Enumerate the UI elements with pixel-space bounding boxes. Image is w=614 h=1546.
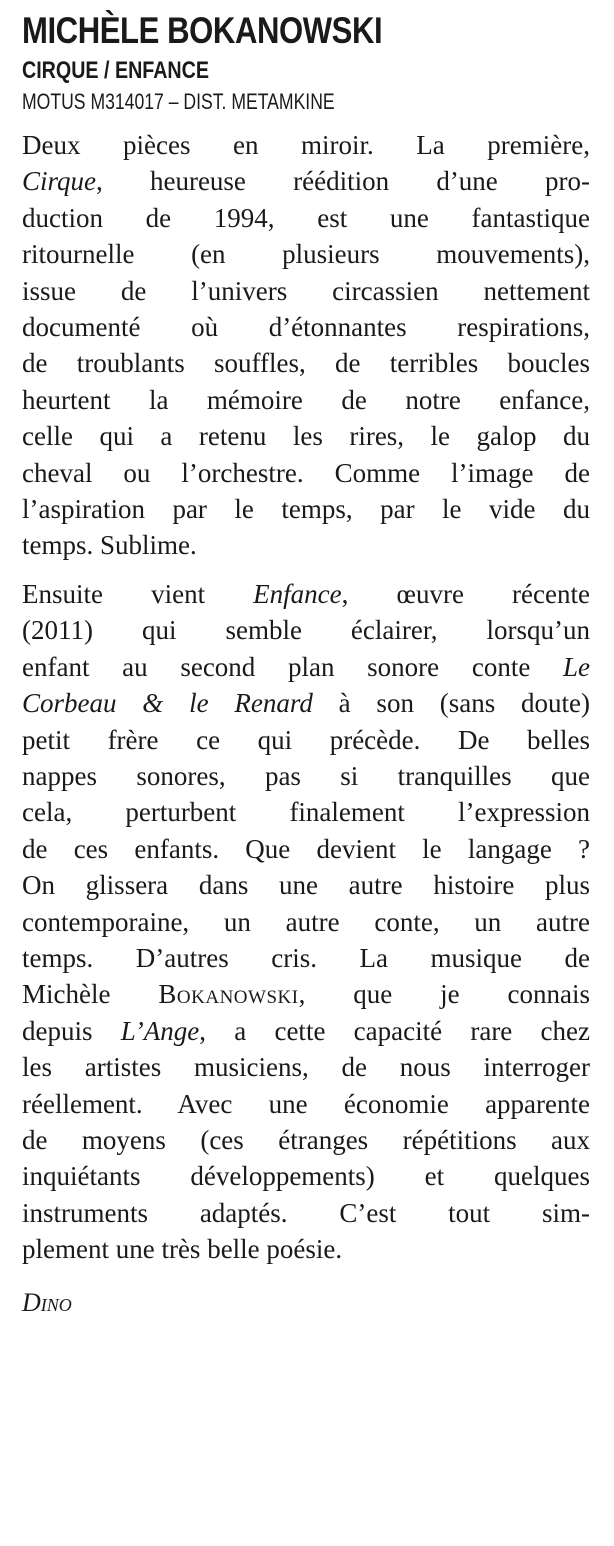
text-line <box>22 1086 590 1122</box>
text-line <box>22 273 590 309</box>
text-line <box>22 163 590 199</box>
text-run: de ces enfants. Que devient le langage ? <box>22 833 590 864</box>
text-run: contemporaine, un autre conte, un autre <box>22 906 590 937</box>
text-run: , a cette capacité rare chez <box>199 1015 590 1046</box>
text-line <box>22 649 590 685</box>
text-run: documenté où d’étonnantes respirations, <box>22 312 590 343</box>
text-line <box>22 1122 590 1158</box>
text-line <box>22 1158 590 1194</box>
text-run: temps. Sublime. <box>22 530 197 561</box>
text-run: celle qui a retenu les rires, le galop du <box>22 421 590 452</box>
text-line <box>22 1049 590 1085</box>
text-run: inquiétants développements) et quelques <box>22 1161 590 1192</box>
text-run: cheval ou l’orchestre. Comme l’image de <box>22 457 590 488</box>
album-title: CIRQUE / ENFANCE <box>22 57 209 84</box>
text-run: depuis <box>22 1015 121 1046</box>
text-run: cela, perturbent finalement l’expression <box>22 797 590 828</box>
text-line <box>22 1231 590 1267</box>
italic-title: Enfance <box>253 578 342 609</box>
italic-title: Cirque <box>22 166 96 197</box>
text-run: nappes sonores, pas si tranquilles que <box>22 760 590 791</box>
text-run: plement une très belle poésie. <box>22 1234 343 1265</box>
text-line <box>22 1195 590 1231</box>
text-line <box>22 612 590 648</box>
artist-name: MICHÈLE BOKANOWSKI <box>22 10 383 51</box>
text-line <box>22 831 590 867</box>
text-run: (2011) qui semble éclairer, lorsqu’un <box>22 615 590 646</box>
text-run: à son (sans doute) <box>312 688 590 719</box>
text-run: issue de l’univers circassien nettement <box>22 275 590 306</box>
paragraph-2 <box>22 576 590 1268</box>
text-line <box>22 1013 590 1049</box>
text-run: heurtent la mémoire de notre enfance, <box>22 384 590 415</box>
small-caps-name: Bokanowski <box>158 979 299 1010</box>
text-line <box>22 758 590 794</box>
text-line <box>22 200 590 236</box>
text-line <box>22 904 590 940</box>
text-run: , que je connais <box>298 979 591 1010</box>
text-run: Deux pièces en miroir. La première, <box>22 130 590 160</box>
text-run: ritournelle (en plusieurs mouvements), <box>22 239 590 270</box>
text-run: les artistes musiciens, de nous interroger <box>22 1052 590 1083</box>
text-line <box>22 940 590 976</box>
italic-title: Corbeau & le Renard <box>22 688 313 719</box>
text-run: de troublants souffles, de terribles boucles <box>22 348 590 379</box>
text-run: , œuvre récente <box>341 578 590 609</box>
text-line <box>22 418 590 454</box>
author-signature: Dino <box>22 1287 72 1317</box>
paragraph-1 <box>22 127 590 564</box>
text-run: Ensuite vient <box>22 578 254 609</box>
text-line <box>22 455 590 491</box>
text-line <box>22 527 590 563</box>
text-line <box>22 722 590 758</box>
text-line <box>22 309 590 345</box>
text-run: Michèle <box>22 979 159 1010</box>
text-line <box>22 976 590 1012</box>
text-run: On glissera dans une autre histoire plus <box>22 870 590 901</box>
text-run: duction de 1994, est une fantastique <box>22 202 590 233</box>
text-line <box>22 236 590 272</box>
review-body <box>22 127 590 1268</box>
text-run: réellement. Avec une économie apparente <box>22 1088 590 1119</box>
italic-title: Le <box>563 651 590 682</box>
text-line <box>22 382 590 418</box>
text-run: instruments adaptés. C’est tout sim- <box>22 1197 590 1228</box>
review-article <box>22 8 590 1320</box>
text-line <box>22 576 590 612</box>
text-run: enfant au second plan sonore conte <box>22 651 563 682</box>
text-run: petit frère ce qui précède. De belles <box>22 724 590 755</box>
italic-title: L’Ange <box>120 1015 200 1046</box>
text-line <box>22 491 590 527</box>
text-line <box>22 345 590 381</box>
text-line <box>22 685 590 721</box>
label-catalog: MOTUS M314017 – DIST. METAMKINE <box>22 89 335 114</box>
text-line <box>22 127 590 163</box>
text-run: , heureuse réédition d’une pro- <box>96 166 590 197</box>
text-run: de moyens (ces étranges répétitions aux <box>22 1124 590 1155</box>
text-run: l’aspiration par le temps, par le vide du <box>22 494 590 525</box>
text-line <box>22 794 590 830</box>
text-run: temps. D’autres cris. La musique de <box>22 942 590 973</box>
text-line <box>22 867 590 903</box>
